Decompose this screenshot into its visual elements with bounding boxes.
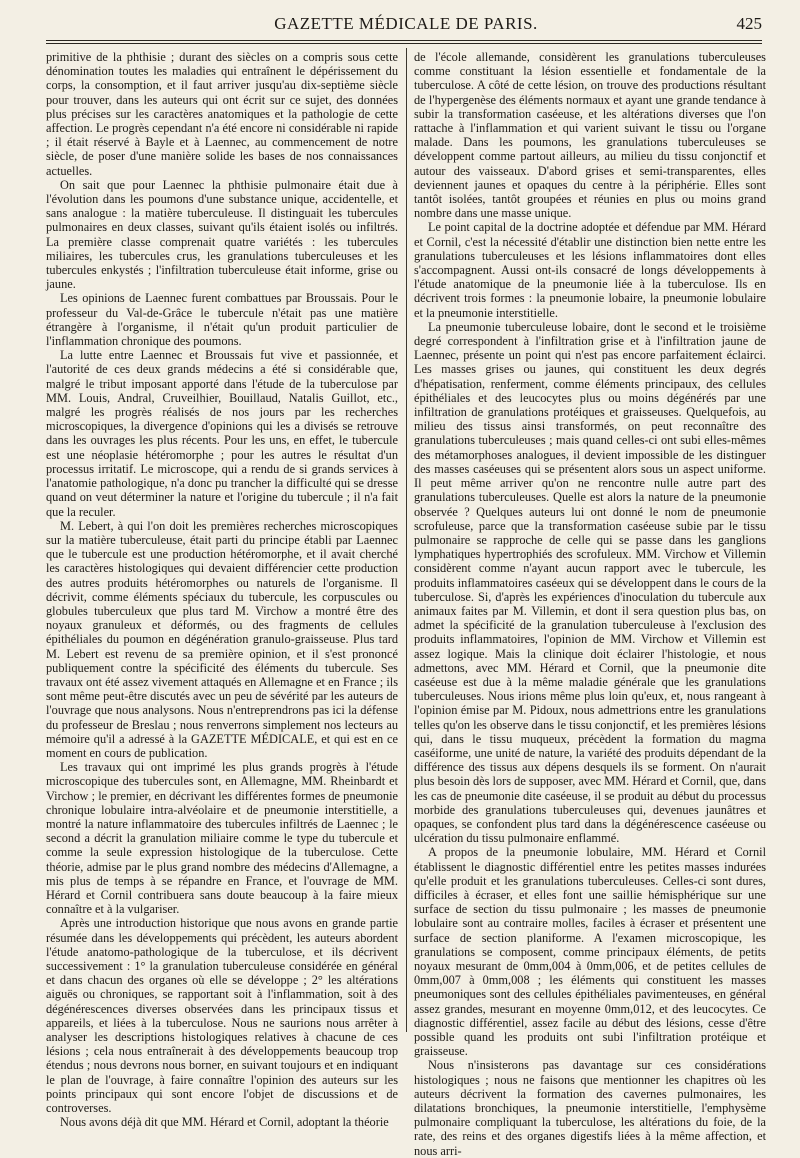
paragraph: A propos de la pneumonie lobulaire, MM. Hérard et Cornil établissent le diagnostic différentiel entre les petites masses indurées qu'elle produit et les granulations tuberculeuses. Celles-ci sont dures, difficiles à écraser, et elles font une saillie hémisphérique sur une surface de section du tissu pulmonaire ; les masses de pneumonie lobulaire sont au contraire molles, faciles à écraser et présentent une surface de section planiforme. A l'examen microscopique, les granulations se composent, comme principaux éléments, de petits noyaux mesurant de 0mm,004 à 0mm,006, et de petites cellules de 0mm,007 à 0mm,008 ; les éléments qui constituent les masses pneumoniques sont des cellules épithéliales pavimenteuses, en général assez grandes, mesurant en moyenne 0mm,012, et des leucocytes. Ce diagnostic différentiel, assez facile au début des lésions, cesse d'être possible quand les produits ont subi l'infiltration protéique et graisseuse. — [414, 845, 766, 1059]
page-number: 425 — [736, 14, 762, 33]
column-divider — [406, 48, 407, 1032]
right-column — [414, 50, 766, 1158]
paragraph: Nous avons déjà dit que MM. Hérard et Cornil, adoptant la théorie — [60, 1115, 389, 1130]
paragraph: de l'école allemande, considèrent les granulations tuberculeuses comme constituant la lésion essentielle et fondamentale de la tuberculose. A côté de cette lésion, on trouve des productions résultant de l'hypergenèse des éléments normaux et ayant une grande tendance à subir la transformation caséeuse, et les altérations diverses que l'on rattache à l'inflammation et qui varient suivant le tissu ou l'organe malade. Dans les poumons, les granulations tuberculeuses se développent comme partout ailleurs, au milieu du tissu conjonctif et autour des vaisseaux. D'abord grises et semi-transparentes, elles deviennent jaunes et opaques du centre à la périphérie. Elles sont tantôt isolées, tantôt groupées et réunies en plus ou moins grand nombre dans une masse unique. — [414, 50, 766, 221]
paragraph: La pneumonie tuberculeuse lobaire, dont le second et le troisième degré correspondent à l'infiltration grise et à l'infiltration jaune de Laennec, présente un point qui n'est pas encore parfaitement éclairci. Les masses grises ou jaunes, qui constituent les deux degrés d'hépatisation, renferment, comme éléments principaux, des cellules épithéliales et des leucocytes plus ou moins dégénérés par une infiltration de granulations protéiques et graisseuses. Quelquefois, au milieu des tissus ainsi transformés, on peut reconnaître des granulations tuberculeuses ; mais quand celles-ci ont subi elles-mêmes des métamorphoses analogues, il devient impossible de les distinguer des masses caséeuses qui se présentent alors sous un aspect uniforme. Il peut même arriver qu'on ne rencontre nulle autre part des granulations tuberculeuses. Quelle est alors la nature de la pneumonie observée ? Quelques auteurs lui ont donné le nom de pneumonie scrofuleuse, parce que la transformation caséeuse subie par le tissu pulmonaire se rapproche de celle qui se passe dans les ganglions lymphatiques hypertrophiés des scrofuleux. MM. Virchow et Villemin considèrent comme n'ayant aucun rapport avec le tubercule, les produits inflammatoires caséeux qui se développent dans le cours de la tuberculose. Si, d'après les expériences d'inoculation du tubercule aux animaux faites par M. Villemin, et dont il sera question plus bas, on admet la spécificité de la granulation tuberculeuse à l'exclusion des produits inflammatoires, l'opinion de MM. Virchow et Villemin est assez logique. Mais la clinique doit éclairer l'histologie, et nous admettons, avec MM. Hérard et Cornil, que la pneumonie dite caséeuse est due à la même maladie générale que les granulations tuberculeuses. Nous irions même plus loin qu'eux, et, nous rangeant à l'opinion émise par M. Pidoux, nous admettrions entre les granulations telles qu'on les observe dans le tissu conjonctif, et les premières lésions qui, dans le tissu muqueux, précèdent la formation du magma caséiforme, une unité de nature, la variété des produits dépendant de la différence des tissus aux dépens desquels ils se forment. On n'aurait plus besoin dès lors de supposer, avec MM. Hérard et Cornil, que, dans les cas de pneumonie dite caséeuse, il se produit au début du processus morbide des granulations tuberculeuses qui, devenues jaunâtres et opaques, se confondent plus tard dans la dégénérescence caséeuse ou ulcération du tissu pulmonaire enflammé. — [414, 319, 766, 846]
paragraph: M. Lebert, à qui l'on doit les premières recherches microscopiques sur la matière tuberculeuse, était parti du principe établi par Laennec que le tubercule est une production hétéromorphe, et il avait cherché les caractères histologiques qui devaient différencier cette production des autres produits hétéromorphes ou naturels de l'organisme. Il décrivit, comme éléments spéciaux du tubercule, les corpuscules ou globules tuberculeux que plus tard M. Virchow a montré être des noyaux granuleux et déformés, ou des fragments de cellules épithéliales du poumon en dégénération granulo-graisseuse. Plus tard M. Lebert est revenu de sa première opinion, et il s'est prononcé publiquement contre la spécificité des éléments du tubercule. Ses travaux ont été assez vivement attaqués en Allemagne et en France ; ils sont même peut-être discutés avec un peu de sévérité par les auteurs de l'ouvrage que nous analysons. Nous n'entreprendrons pas ici la défense du professeur de Breslau ; nous renverrons simplement nos lecteurs au mémoire qu'il a adressé à la GAZETTE MÉDICALE, et qui est en ce moment en cours de publication. — [46, 518, 398, 760]
paragraph: primitive de la phthisie ; durant des siècles on a compris sous cette dénomination toutes les maladies qui entraînent le dépérissement du corps, la consomption, et il faut arriver jusqu'au dix-septième siècle pour trouver, dans les auteurs qui ont écrit sur ce sujet, des données plus précises sur les caractères anatomiques et la pathologie de cette affection. Le progrès cependant n'a été encore ni considérable ni rapide ; il était réservé à Bayle et à Laennec, au commencement de notre siècle, de poser d'une manière solide les bases de nos connaissances actuelles. — [46, 50, 398, 178]
paragraph: Les opinions de Laennec furent combattues par Broussais. Pour le professeur du Val-de-Grâce le tubercule n'était pas une matière étrangère à l'organisme, il n'était qu'un produit particulier de l'inflammation chronique des poumons. — [46, 291, 398, 349]
paragraph: On sait que pour Laennec la phthisie pulmonaire était due à l'évolution dans les poumons d'une substance unique, accidentelle, et sans analogue : la matière tuberculeuse. Il distinguait les tubercules pulmonaires en deux classes, suivant qu'ils étaient isolés ou infiltrés. La première classe comprenait quatre variétés : les tubercules miliaires, les tubercules crus, les granulations tuberculeuses et les tubercules enkystés ; l'infiltration tuberculeuse était informe, grise ou jaune. — [46, 177, 398, 292]
header-rule-bottom — [46, 43, 762, 44]
header-rule-top — [46, 40, 762, 41]
page-header — [50, 14, 762, 36]
paragraph: Après une introduction historique que nous avons en grande partie résumée dans les développements qui précèdent, les auteurs abordent l'étude anatomo-pathologique de la tuberculose, et ils décrivent successivement : 1° la granulation tuberculeuse considérée en général et dans chacun des organes où elle se développe ; 2° les altérations aiguës ou chroniques, se rapportant soit à l'inflammation, soit à des dégénérescences diverses observées dans les principaux tissus et appareils, et liées à la tuberculose. Nous ne saurions nous arrêter à analyser les descriptions histologiques relatives à chacune de ces lésions ; cela nous entraînerait à des développements beaucoup trop étendus ; nous devrons nous borner, en suivant toujours et en indiquant le plan de l'ouvrage, à faire connaître l'opinion des auteurs sur les points principaux qui sont encore l'objet de discussions et de controverses. — [46, 916, 398, 1116]
paragraph: Les travaux qui ont imprimé les plus grands progrès à l'étude microscopique des tubercules sont, en Allemagne, MM. Rheinbardt et Virchow ; le premier, en décrivant les différentes formes de pneumonie chronique lobulaire intra-alvéolaire et de pneumonie interstitielle, a montré la nature inflammatoire des tubercules infiltrés de Laennec ; le second a décrit la granulation miliaire comme le type du tubercule et comme la seule expression histologique de la tuberculose. Cette théorie, admise par le plus grand nombre des médecins d'Allemagne, a mis plus de temps à se répandre en France, et l'ouvrage de MM. Hérard et Cornil contribuera sans doute beaucoup à la faire mieux connaître et à la vulgariser. — [46, 760, 398, 917]
paragraph: Le point capital de la doctrine adoptée et défendue par MM. Hérard et Cornil, c'est la nécessité d'établir une distinction bien nette entre les granulations tuberculeuses et les lésions inflammatoires dont elles s'accompagnent. Aussi ont-ils consacré de longs développements à l'étude anatomique de la pneumonie liée à la tuberculose. Ils en décrivent trois formes : la pneumonie lobaire, la pneumonie lobulaire et la pneumonie interstitielle. — [414, 220, 766, 320]
paragraph: La lutte entre Laennec et Broussais fut vive et passionnée, et l'autorité de ces deux grands médecins a été si considérable que, malgré le tribut imposant apporté dans l'étude de la tuberculose par MM. Louis, Andral, Cruveilhier, Bouillaud, Natalis Guillot, etc., malgré les progrès réalisés de nos jours par les recherches microscopiques, la divergence d'opinions qui les a divisés se retrouve dans les ouvrages les plus récents. Pour les uns, en effet, le tubercule est une néoplasie hétéromorphe ; pour les autres le résultat d'un processus irritatif. Le microscope, qui a rendu de si grands services à l'anatomie pathologique, n'a donc pu trancher la difficulté qui se dresse quand on veut déterminer la nature et l'origine du tubercule ; il n'a fait que la reculer. — [46, 348, 398, 519]
journal-title: GAZETTE MÉDICALE DE PARIS. — [274, 14, 538, 33]
paragraph: Nous n'insisterons pas davantage sur ces considérations histologiques ; nous ne faisons que mentionner les chapitres où les auteurs décrivent la formation des cavernes pulmonaires, les dilatations bronchiques, la pneumonie interstitielle, l'emphysème pulmonaire compliquant la tuberculose, les altérations du foie, de la rate, des reins et des organes digestifs liées à la même affection, et nous arri- — [414, 1058, 766, 1158]
left-column — [46, 50, 398, 1130]
